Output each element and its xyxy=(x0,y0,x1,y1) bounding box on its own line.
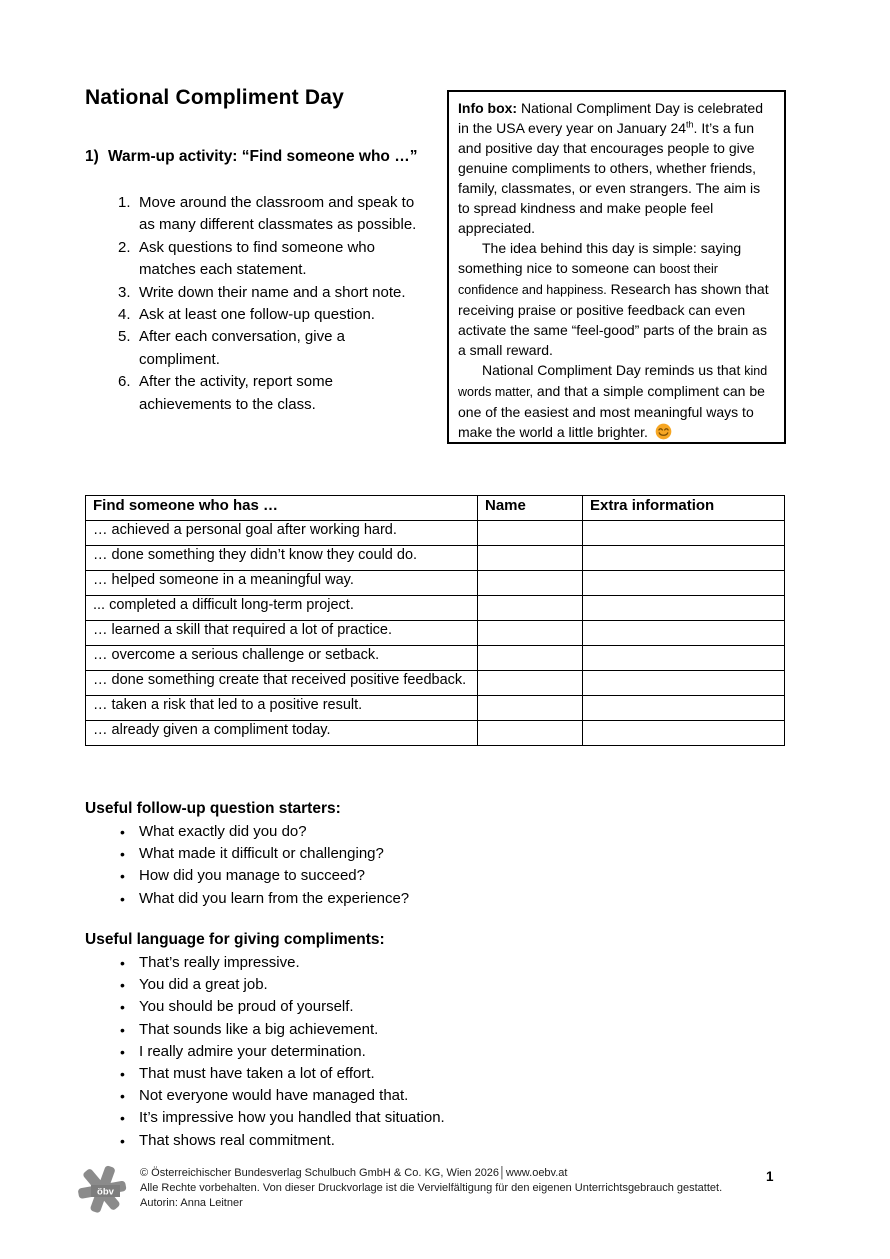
name-cell xyxy=(478,696,583,721)
warmup-steps xyxy=(118,192,428,416)
warmup-step xyxy=(118,282,428,304)
statement-cell: … achieved a personal goal after working hard. xyxy=(86,521,478,546)
warmup-step xyxy=(118,192,428,237)
table-row xyxy=(86,621,785,646)
table-row xyxy=(86,721,785,746)
column-header-name: Name xyxy=(478,496,583,521)
bullet-icon: • xyxy=(120,1110,125,1127)
followup-questions-heading: Useful follow-up question starters: xyxy=(85,800,341,817)
list-item xyxy=(120,952,580,974)
list-item-text: That’s really impressive. xyxy=(139,954,300,971)
table-row xyxy=(86,671,785,696)
text-run: kind words matter, xyxy=(458,364,768,399)
extra-information-cell xyxy=(583,571,785,596)
name-cell xyxy=(478,671,583,696)
list-item xyxy=(120,974,580,996)
info-box-paragraph xyxy=(458,238,775,360)
statement-cell: … taken a risk that led to a positive result. xyxy=(86,696,478,721)
statement-cell: … learned a skill that required a lot of practice. xyxy=(86,621,478,646)
bullet-icon: • xyxy=(120,890,125,907)
column-header-find-someone: Find someone who has … xyxy=(86,496,478,521)
text-run: boost their confidence and happiness. xyxy=(458,262,718,297)
step-text: Ask questions to find someone who matches each statement. xyxy=(139,238,375,279)
bullet-icon: • xyxy=(120,977,125,994)
list-item-text: It’s impressive how you handled that situation. xyxy=(139,1109,445,1127)
followup-questions-list xyxy=(120,821,580,910)
text-run: . It’s a fun and positive day that encourages people to give genuine compliments to others, whether friends, family, classmates, or even strangers. The aim is to spread kindness and make people feel appreciated. xyxy=(458,120,761,236)
warmup-step xyxy=(118,304,428,326)
info-box-paragraph xyxy=(458,360,775,442)
bullet-icon: • xyxy=(120,1043,125,1060)
oebv-logo-icon xyxy=(78,1162,132,1216)
extra-information-cell xyxy=(583,546,785,571)
bullet-icon: • xyxy=(120,868,125,885)
text-run: Info box: xyxy=(458,100,518,116)
bullet-icon: • xyxy=(120,1066,125,1083)
list-item-text: What did you learn from the experience? xyxy=(139,889,410,907)
statement-cell: … already given a compliment today. xyxy=(86,721,478,746)
list-item-text: That shows real commitment. xyxy=(139,1131,335,1149)
statement-cell: … overcome a serious challenge or setback. xyxy=(86,646,478,671)
list-item xyxy=(120,996,580,1018)
list-item-text: I really admire your determination. xyxy=(139,1042,366,1060)
column-header-extra-information: Extra information xyxy=(583,496,785,521)
table-header-row xyxy=(86,496,785,521)
oebv-logo-text: öbv xyxy=(97,1186,114,1198)
table-row xyxy=(86,571,785,596)
extra-information-cell xyxy=(583,621,785,646)
info-box-content xyxy=(458,98,775,442)
info-box-paragraph xyxy=(458,98,775,238)
bullet-icon: • xyxy=(120,824,125,840)
smiling-face-emoji-icon xyxy=(655,423,672,440)
info-box xyxy=(447,90,786,444)
list-item xyxy=(120,1107,580,1129)
list-item-text: What made it difficult or challenging? xyxy=(139,845,384,863)
step-text: Write down their name and a short note. xyxy=(139,283,406,301)
warmup-activity-heading xyxy=(85,148,417,166)
bullet-icon: • xyxy=(120,1021,125,1038)
step-number: 3. xyxy=(118,283,131,301)
list-item xyxy=(120,1019,580,1041)
warmup-step xyxy=(118,326,428,371)
table-row xyxy=(86,596,785,621)
list-item xyxy=(120,1041,580,1063)
bullet-icon: • xyxy=(120,1132,125,1149)
table-row xyxy=(86,546,785,571)
page-number: 1 xyxy=(766,1169,774,1184)
list-item xyxy=(120,888,580,910)
text-run: National Compliment Day reminds us that xyxy=(482,362,745,378)
warmup-heading-number: 1) xyxy=(85,148,99,165)
step-text: Move around the classroom and speak to as many different classmates as possible. xyxy=(139,194,417,234)
list-item-text: What exactly did you do? xyxy=(139,823,307,840)
extra-information-cell xyxy=(583,646,785,671)
text-run: Research has shown that receiving praise or positive feedback can even activate the same “feel-good” parts of the brain as a small reward. xyxy=(458,281,769,358)
warmup-step xyxy=(118,237,428,282)
extra-information-cell xyxy=(583,596,785,621)
find-someone-table xyxy=(85,495,785,746)
list-item-text: How did you manage to succeed? xyxy=(139,867,365,885)
table-row xyxy=(86,646,785,671)
list-item-text: You did a great job. xyxy=(139,976,268,994)
list-item xyxy=(120,1085,580,1107)
bullet-icon: • xyxy=(120,999,125,1016)
name-cell xyxy=(478,571,583,596)
name-cell xyxy=(478,621,583,646)
list-item-text: That must have taken a lot of effort. xyxy=(139,1065,375,1083)
text-run: The idea behind this day is simple: saying something nice to someone can xyxy=(458,240,742,276)
text-run: th xyxy=(686,119,694,130)
compliments-language-heading: Useful language for giving compliments: xyxy=(85,931,385,948)
step-text: After the activity, report some achievements to the class. xyxy=(139,373,333,413)
step-number: 5. xyxy=(118,328,131,346)
list-item-text: Not everyone would have managed that. xyxy=(139,1087,409,1105)
name-cell xyxy=(478,721,583,746)
step-number: 4. xyxy=(118,306,131,324)
step-number: 6. xyxy=(118,373,131,391)
bullet-icon: • xyxy=(120,846,125,863)
list-item xyxy=(120,865,580,887)
statement-cell: ... completed a difficult long-term project. xyxy=(86,596,478,621)
footer-author-line: Autorin: Anna Leitner xyxy=(140,1196,243,1209)
footer-rights-line: Alle Rechte vorbehalten. Von dieser Druckvorlage ist die Vervielfältigung für den eigenen Unterrichtsgebrauch gestattet. xyxy=(140,1181,723,1194)
table-row xyxy=(86,696,785,721)
step-number: 2. xyxy=(118,238,131,256)
table-row xyxy=(86,521,785,546)
warmup-step xyxy=(118,371,428,416)
page-title: National Compliment Day xyxy=(85,86,344,109)
extra-information-cell xyxy=(583,696,785,721)
list-item xyxy=(120,1130,580,1152)
step-number: 1. xyxy=(118,194,131,211)
step-text: Ask at least one follow-up question. xyxy=(139,306,375,324)
name-cell xyxy=(478,546,583,571)
name-cell xyxy=(478,596,583,621)
extra-information-cell xyxy=(583,671,785,696)
name-cell xyxy=(478,646,583,671)
bullet-icon: • xyxy=(120,955,125,971)
list-item-text: You should be proud of yourself. xyxy=(139,998,354,1016)
list-item xyxy=(120,843,580,865)
list-item xyxy=(120,821,580,843)
text-run: National Compliment Day is celebrated in the USA every year on January 24 xyxy=(458,100,763,136)
text-run: and that a simple compliment can be one of the easiest and most meaningful ways to make the world a little brighter. xyxy=(458,383,765,440)
extra-information-cell xyxy=(583,521,785,546)
bullet-icon: • xyxy=(120,1088,125,1105)
compliments-language-list xyxy=(120,952,580,1152)
name-cell xyxy=(478,521,583,546)
list-item-text: That sounds like a big achievement. xyxy=(139,1020,379,1038)
footer-copyright-line: © Österreichischer Bundesverlag Schulbuch GmbH & Co. KG, Wien 2026│www.oebv.at xyxy=(140,1167,568,1179)
statement-cell: … helped someone in a meaningful way. xyxy=(86,571,478,596)
list-item xyxy=(120,1063,580,1085)
extra-information-cell xyxy=(583,721,785,746)
statement-cell: … done something they didn’t know they could do. xyxy=(86,546,478,571)
footer-imprint xyxy=(140,1166,780,1210)
warmup-heading-text: Warm-up activity: “Find someone who …” xyxy=(108,148,418,165)
table-body xyxy=(86,521,785,746)
statement-cell: … done something create that received positive feedback. xyxy=(86,671,478,696)
step-text: After each conversation, give a compliment. xyxy=(139,328,345,368)
